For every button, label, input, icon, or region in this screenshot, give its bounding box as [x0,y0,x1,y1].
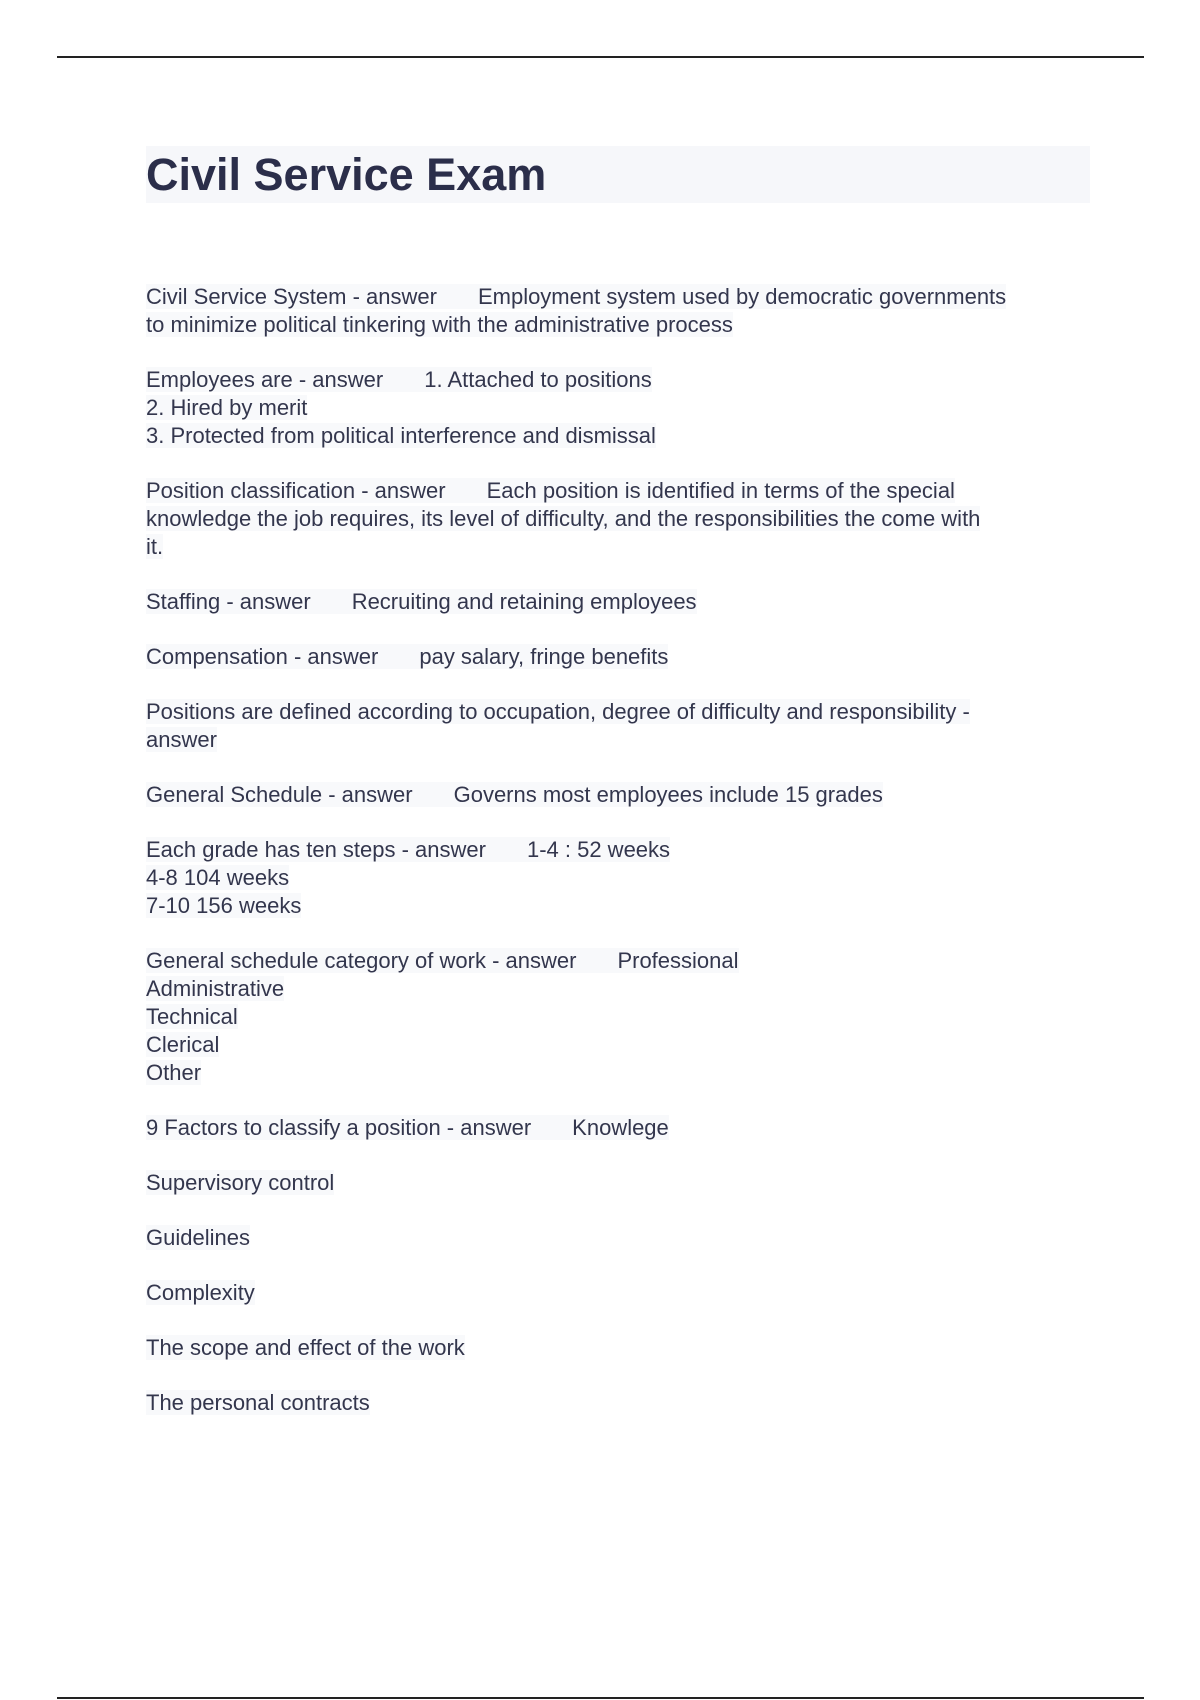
flashcard-general-schedule [146,781,1090,809]
card-answer: 1-4 : 52 weeks [526,837,671,862]
flashcard-civil-service-system [146,283,1090,339]
card-continuation: 2. Hired by merit 3. Protected from political interference and dismissal [146,395,656,448]
card-question: Civil Service System - answer [146,284,437,309]
document-body [146,146,1090,1444]
card-answer: Governs most employees include 15 grades [453,782,883,807]
top-rule [57,56,1144,58]
page-title: Civil Service Exam [146,149,547,200]
card-question: Employees are - answer [146,367,384,392]
card-continuation: 4-8 104 weeks 7-10 156 weeks [146,865,302,918]
bottom-rule [57,1697,1144,1699]
flashcard-staffing [146,588,1090,616]
card-continuation: to minimize political tinkering with the administrative process [146,312,733,337]
flashcard-position-classification [146,477,1090,561]
card-question: Complexity [146,1280,255,1305]
card-question: Each grade has ten steps - answer [146,837,486,862]
flashcard-positions-defined [146,698,1090,754]
list-item [146,1389,1090,1417]
card-question: Supervisory control [146,1170,335,1195]
card-question: General schedule category of work - answer [146,948,577,973]
card-continuation: answer [146,727,217,752]
flashcard-compensation [146,643,1090,671]
card-answer: Knowlege [572,1115,669,1140]
card-answer: Professional [617,948,739,973]
card-question: Staffing - answer [146,589,311,614]
flashcard-nine-factors [146,1114,1090,1142]
card-question: Positions are defined according to occupation, degree of difficulty and responsibility - [146,699,970,724]
flashcard-employees-are [146,366,1090,450]
card-answer: Employment system used by democratic governments [477,284,1007,309]
list-item [146,1334,1090,1362]
card-continuation: Administrative Technical Clerical Other [146,976,285,1085]
card-question: The scope and effect of the work [146,1335,465,1360]
card-continuation: knowledge the job requires, its level of difficulty, and the responsibilities the come with it. [146,506,981,559]
flashcard-category-of-work [146,947,1090,1087]
card-answer: 1. Attached to positions [424,367,652,392]
title-banner [146,146,1090,203]
flashcard-list [146,283,1090,1417]
card-question: General Schedule - answer [146,782,413,807]
list-item [146,1279,1090,1307]
flashcard-grade-steps [146,836,1090,920]
list-item [146,1169,1090,1197]
card-answer: Recruiting and retaining employees [351,589,697,614]
card-question: Compensation - answer [146,644,379,669]
card-question: Position classification - answer [146,478,446,503]
card-question: The personal contracts [146,1390,370,1415]
card-answer: pay salary, fringe benefits [419,644,669,669]
card-answer: Each position is identified in terms of the special [486,478,955,503]
card-question: 9 Factors to classify a position - answer [146,1115,532,1140]
list-item [146,1224,1090,1252]
card-question: Guidelines [146,1225,250,1250]
